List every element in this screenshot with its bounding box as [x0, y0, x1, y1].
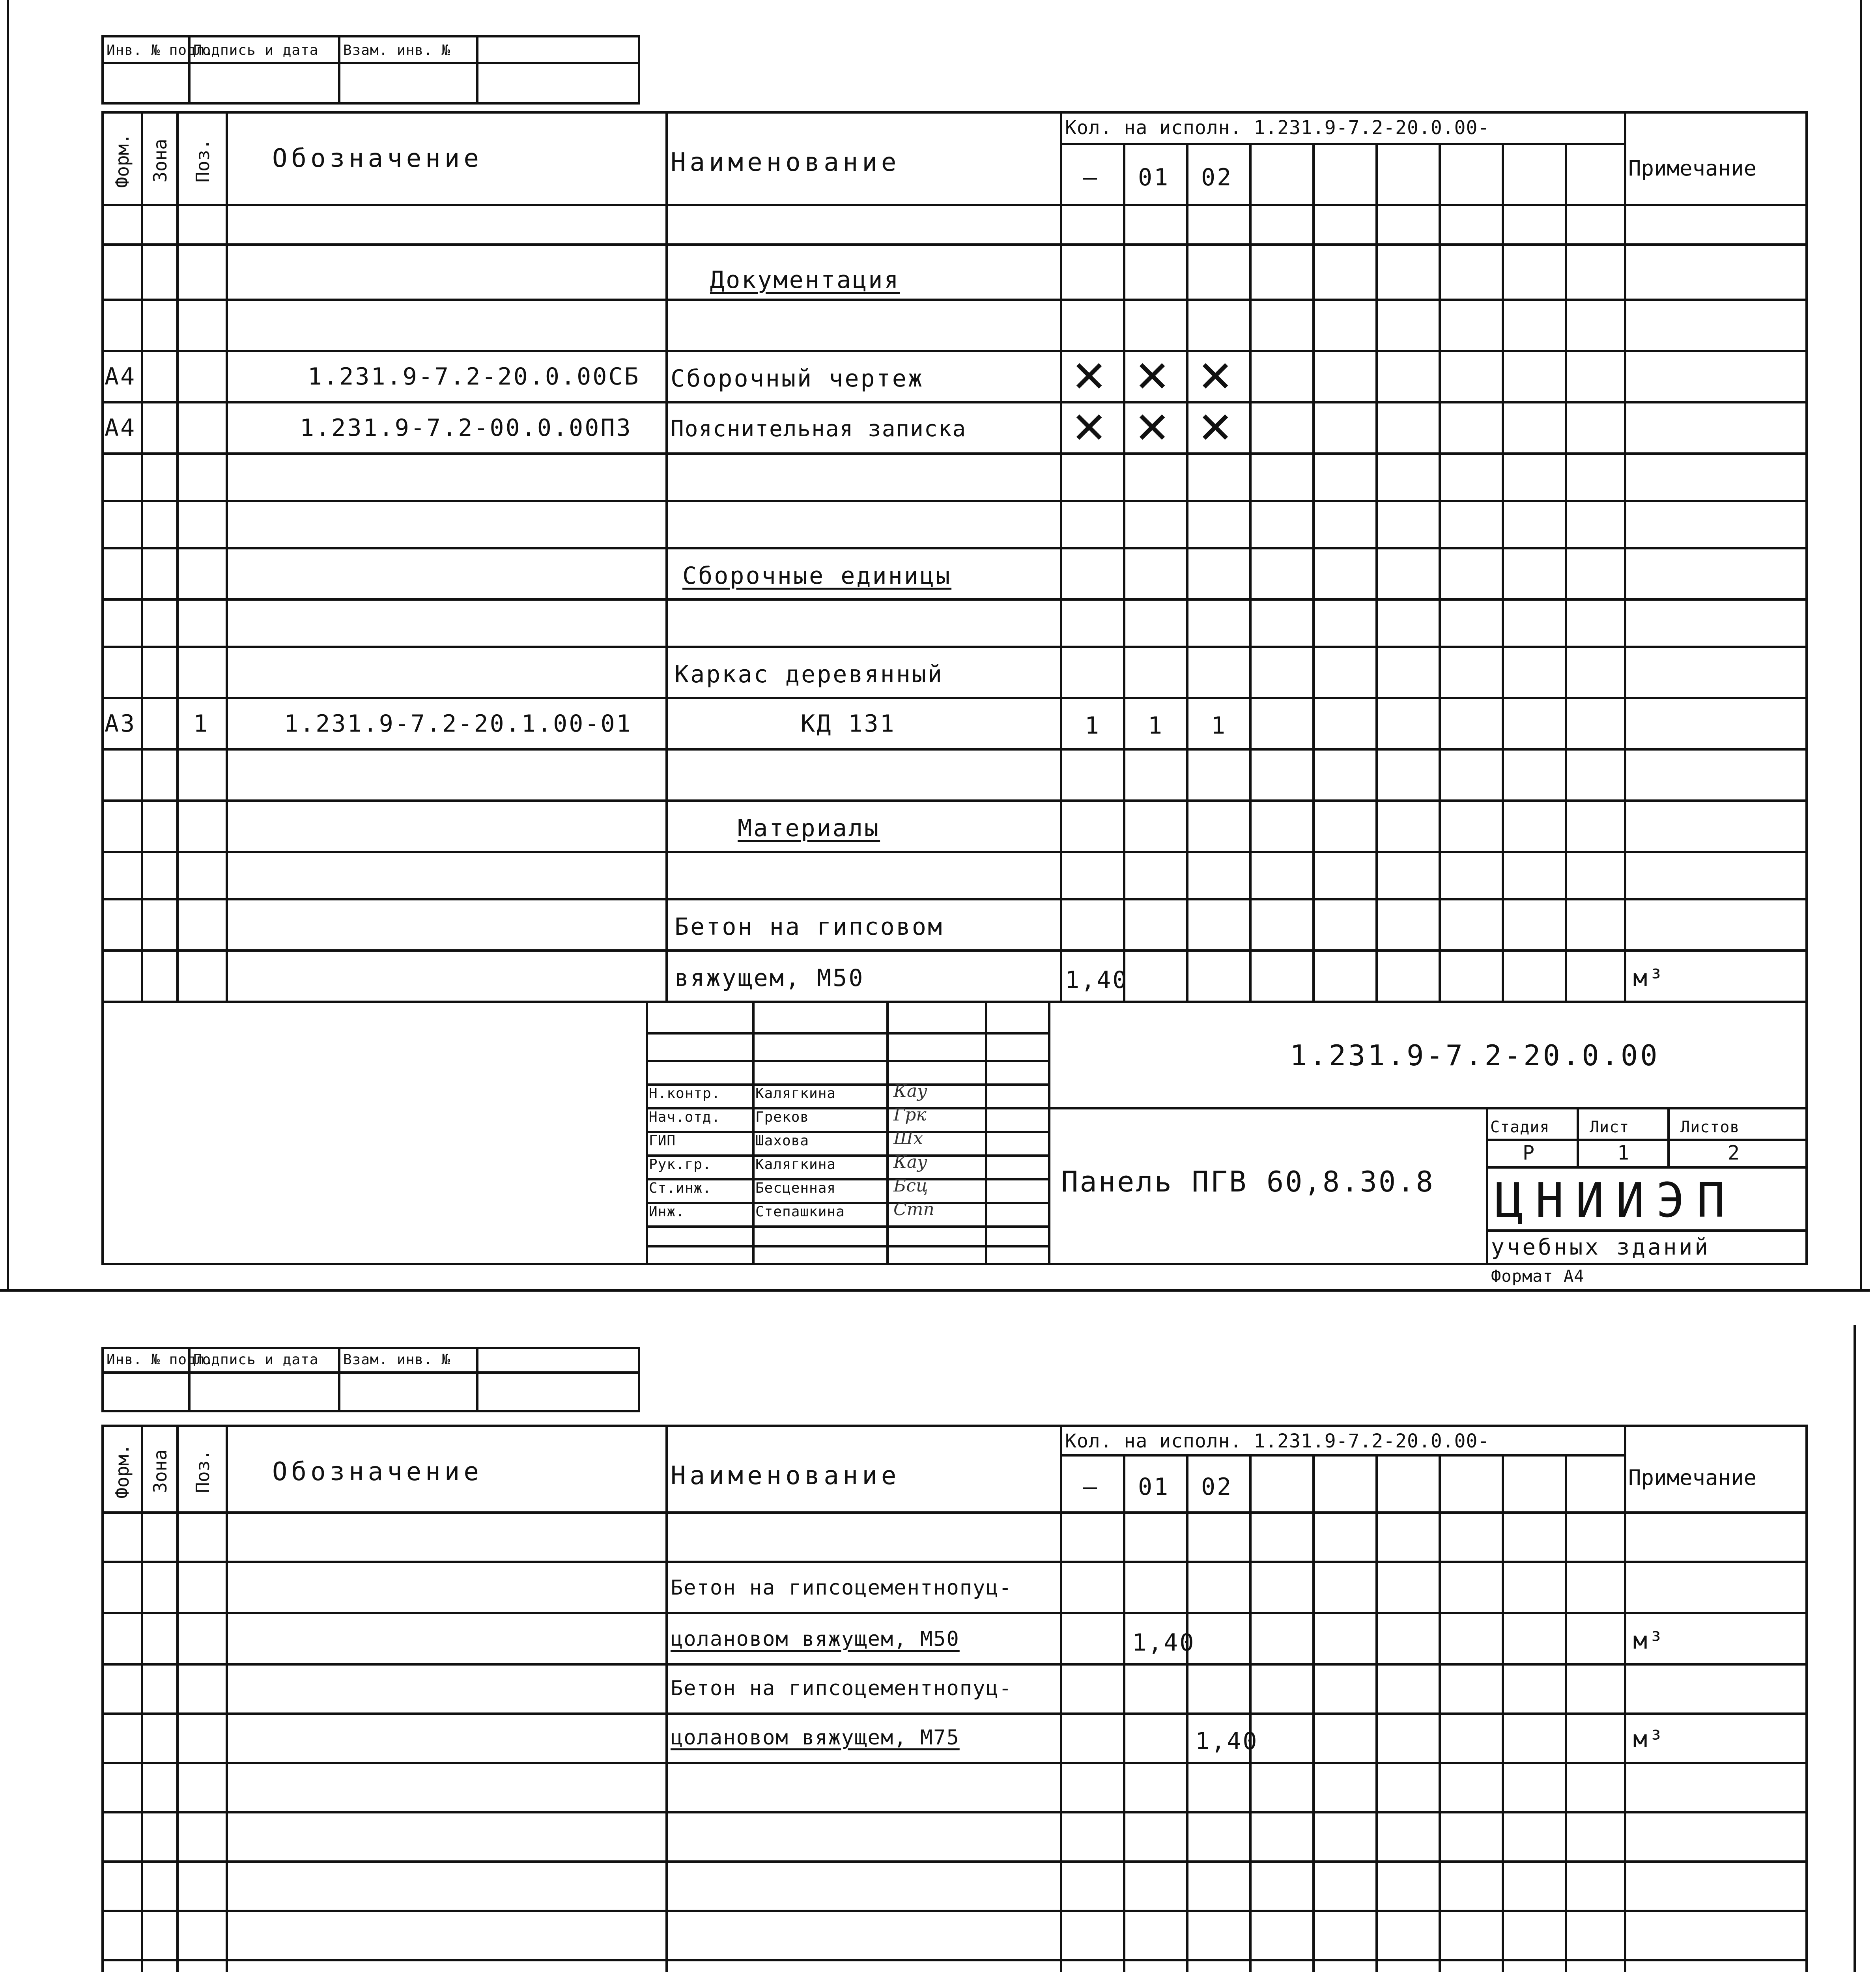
staff-role-3: ГИП: [649, 1133, 676, 1149]
stamp-inv-podl: Инв. № подл.: [107, 42, 214, 58]
staff-name-3: Шахова: [755, 1133, 809, 1149]
header-naimenovanie: Наименование: [671, 148, 901, 177]
row2-name: Пояснительная записка: [671, 416, 967, 442]
row1-mark-02: ✕: [1197, 351, 1234, 402]
header-poz: Поз.: [192, 139, 213, 183]
staff-role-2: Нач.отд.: [649, 1109, 721, 1125]
staff-role-1: Н.контр.: [649, 1085, 721, 1102]
staff-signature-6: Стп: [893, 1199, 934, 1219]
row6-qty-dash: 1,40: [1065, 966, 1129, 994]
row1-designation: 1.231.9-7.2-20.0.00СБ: [308, 363, 640, 390]
header-primechanie: Примечание: [1628, 156, 1757, 181]
row2-name: цолановом вяжущем, М50: [671, 1627, 960, 1651]
header-form: Форм.: [112, 133, 133, 188]
title-list: 1: [1617, 1141, 1629, 1164]
row1-name: Бетон на гипсоцементнопуц-: [671, 1576, 1012, 1600]
header-ex-dash: —: [1083, 1473, 1099, 1501]
title-designation: 1.231.9-7.2-20.0.00: [1290, 1039, 1660, 1072]
row6-note: м³: [1633, 964, 1665, 992]
section-assembly-units: Сборочные единицы: [682, 562, 952, 590]
row2-designation: 1.231.9-7.2-00.0.00ПЗ: [300, 414, 632, 442]
row4-name: КД 131: [801, 710, 896, 738]
row4-qty-02: 1,40: [1195, 1727, 1259, 1755]
header-kol: Кол. на исполн. 1.231.9-7.2-20.0.00-: [1065, 117, 1490, 139]
staff-signature-3: Шх: [893, 1128, 923, 1148]
title-org-sub: учебных зданий: [1491, 1234, 1711, 1260]
row4-name: цолановом вяжущем, М75: [671, 1726, 960, 1750]
header-ex-dash: —: [1083, 164, 1099, 191]
row2-form: А4: [105, 414, 136, 442]
row6-name: вяжущем, М50: [675, 964, 865, 992]
row1-mark-01: ✕: [1134, 351, 1171, 402]
staff-signature-2: Грк: [893, 1105, 927, 1125]
header-ex-01: 01: [1138, 1473, 1170, 1501]
header-ex-01: 01: [1138, 164, 1170, 191]
row4-note: м³: [1633, 1725, 1665, 1753]
header-poz: Поз.: [192, 1449, 213, 1493]
staff-role-6: Инж.: [649, 1204, 685, 1220]
staff-signature-4: Кау: [893, 1152, 927, 1172]
row5-name: Бетон на гипсовом: [675, 913, 944, 941]
header-ex-02: 02: [1201, 164, 1233, 191]
row2-qty-01: 1,40: [1132, 1629, 1196, 1656]
title-list-label: Лист: [1590, 1118, 1629, 1136]
staff-name-5: Бесценная: [755, 1180, 836, 1196]
row2-mark-02: ✕: [1197, 403, 1234, 453]
header-zona: Зона: [149, 1449, 171, 1493]
row4-qty-dash: 1: [1085, 712, 1101, 740]
staff-name-4: Калягкина: [755, 1156, 836, 1173]
title-listov-label: Листов: [1680, 1118, 1740, 1136]
header-zona: Зона: [149, 139, 171, 183]
title-format: Формат А4: [1491, 1266, 1585, 1286]
title-product: Панель ПГВ 60,8.30.8: [1061, 1165, 1435, 1198]
row4-qty-01: 1: [1148, 712, 1164, 740]
row3-name: Бетон на гипсоцементнопуц-: [671, 1677, 1012, 1700]
row4-qty-02: 1: [1211, 712, 1227, 740]
header-oboznachenie: Обозначение: [272, 144, 483, 173]
row2-note: м³: [1633, 1627, 1665, 1655]
header-naimenovanie: Наименование: [671, 1461, 901, 1490]
title-org: ЦНИИЭП: [1495, 1173, 1737, 1228]
header-form: Форм.: [112, 1444, 133, 1499]
title-stadia-label: Стадия: [1490, 1118, 1550, 1136]
row4-designation: 1.231.9-7.2-20.1.00-01: [284, 710, 632, 738]
staff-role-4: Рук.гр.: [649, 1156, 712, 1173]
stamp-inv-podl: Инв. № подл.: [107, 1352, 214, 1368]
staff-name-1: Калягкина: [755, 1085, 836, 1102]
staff-name-2: Греков: [755, 1109, 809, 1125]
header-kol: Кол. на исполн. 1.231.9-7.2-20.0.00-: [1065, 1430, 1490, 1452]
staff-signature-1: Кау: [893, 1081, 927, 1101]
staff-name-6: Степашкина: [755, 1204, 845, 1220]
stamp-podpis-data: Подпись и дата: [193, 42, 319, 58]
row1-name: Сборочный чертеж: [671, 365, 924, 392]
stamp-vzam-inv: Взам. инв. №: [343, 1352, 451, 1368]
title-listov: 2: [1728, 1141, 1740, 1164]
stamp-podpis-data: Подпись и дата: [193, 1352, 319, 1368]
header-ex-02: 02: [1201, 1473, 1233, 1501]
row1-mark-dash: ✕: [1071, 351, 1108, 402]
row2-mark-01: ✕: [1134, 403, 1171, 453]
stamp-vzam-inv: Взам. инв. №: [343, 42, 451, 58]
header-oboznachenie: Обозначение: [272, 1457, 483, 1486]
row3-name: Каркас деревянный: [675, 661, 944, 688]
section-documentation: Документация: [710, 266, 900, 294]
section-materials: Материалы: [738, 814, 880, 842]
title-stadia: Р: [1523, 1141, 1535, 1164]
staff-role-5: Ст.инж.: [649, 1180, 712, 1196]
header-primechanie: Примечание: [1628, 1465, 1757, 1490]
row1-form: А4: [105, 363, 136, 390]
row4-poz: 1: [193, 710, 209, 738]
row4-form: А3: [105, 710, 136, 738]
row2-mark-dash: ✕: [1071, 403, 1108, 453]
staff-signature-5: Бсц: [893, 1176, 928, 1196]
